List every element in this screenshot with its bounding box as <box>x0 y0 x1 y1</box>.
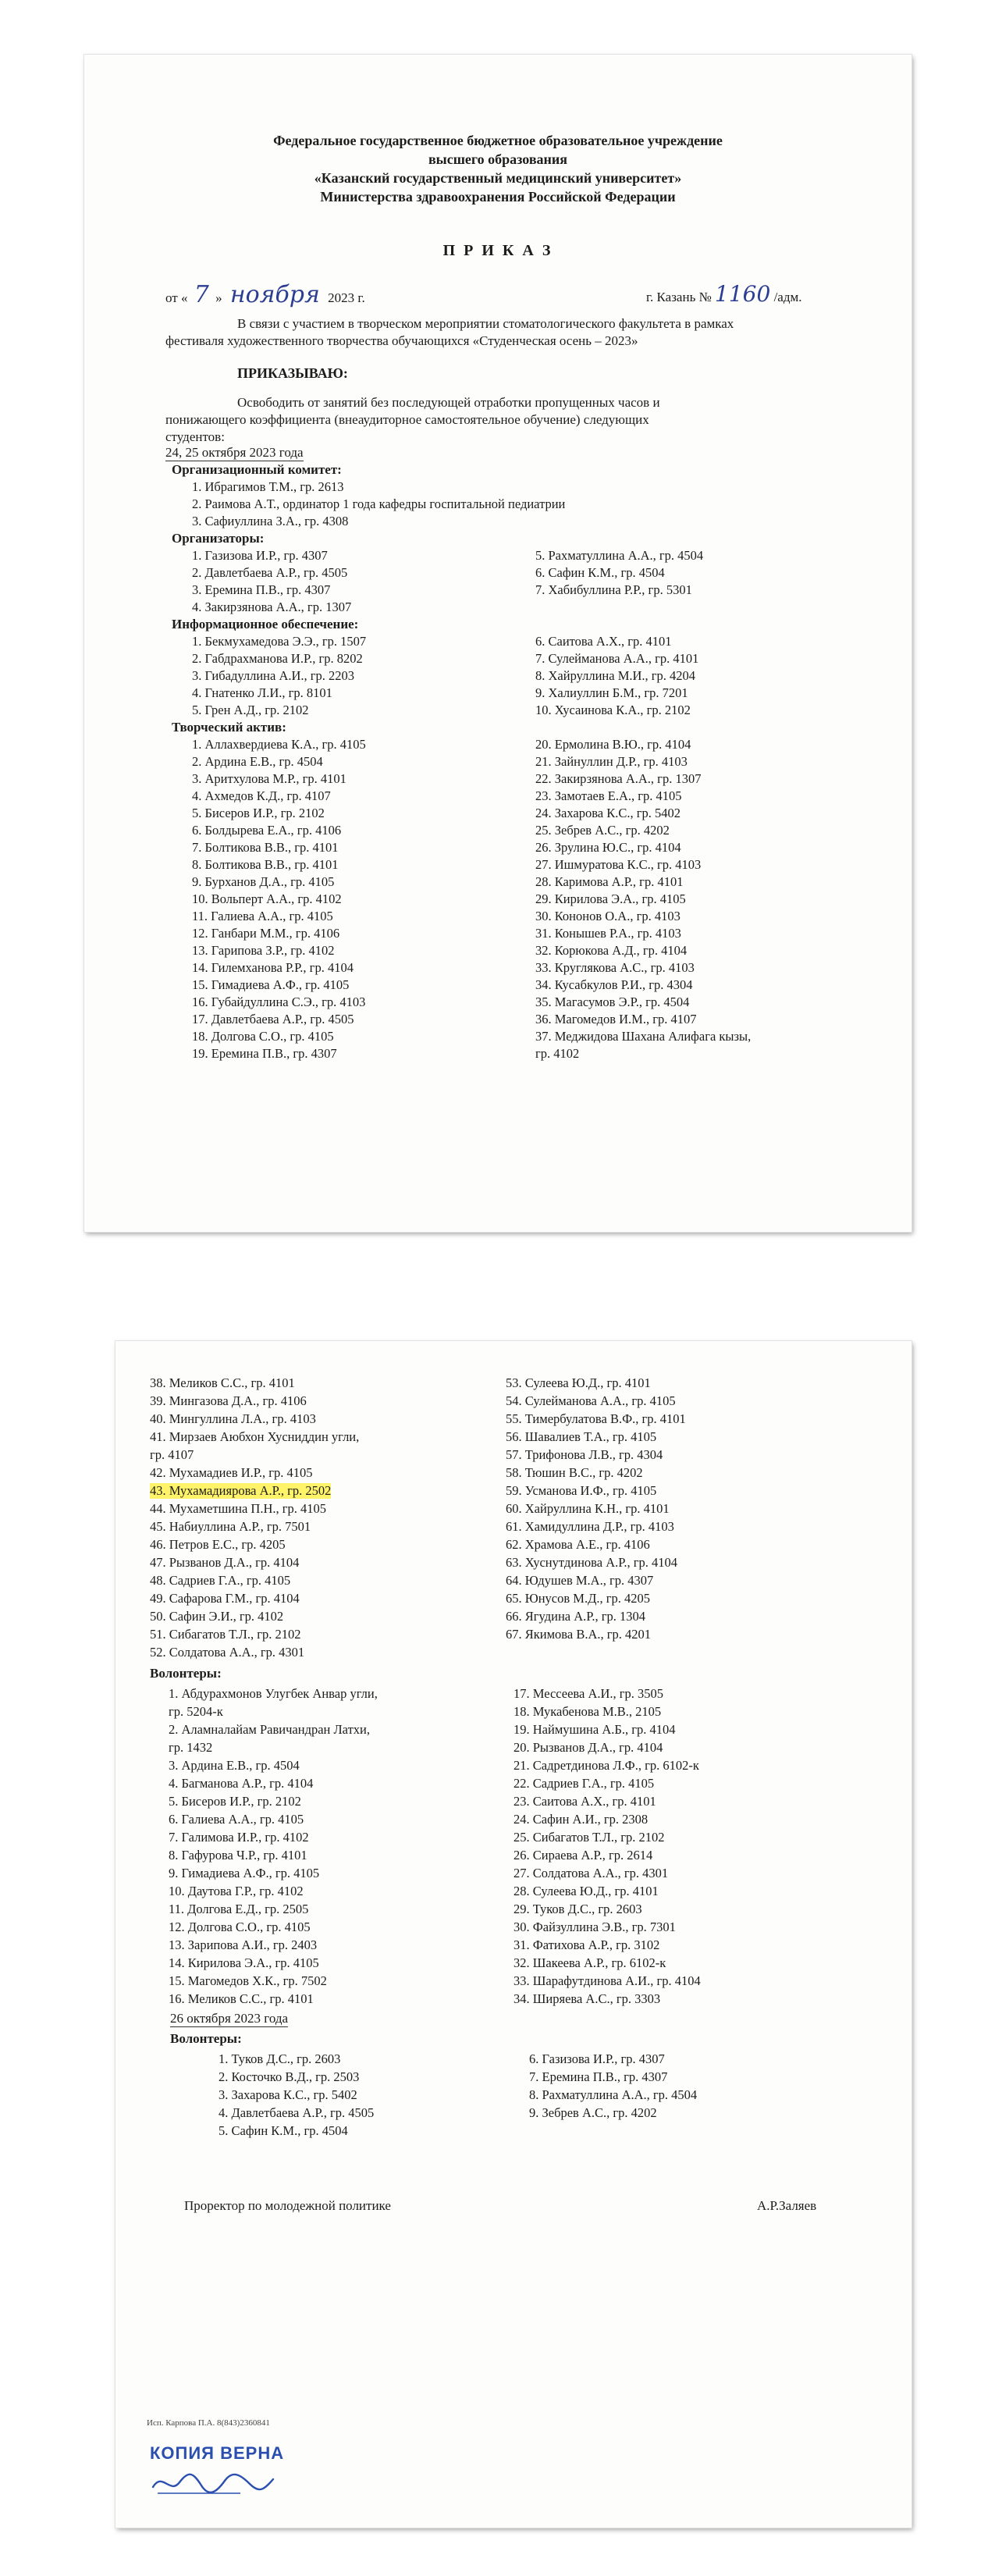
list-item: 52. Солдатова А.А., гр. 4301 <box>150 1645 305 1660</box>
list-item: 34. Кусабкулов Р.И., гр. 4304 <box>535 977 693 992</box>
list-item: 16. Губайдуллина С.Э., гр. 4103 <box>192 994 366 1009</box>
list-item: 46. Петров Е.С., гр. 4205 <box>150 1537 286 1552</box>
list-item: 9. Гимадиева А.Ф., гр. 4105 <box>169 1866 320 1880</box>
list-item: 15. Магомедов Х.К., гр. 7502 <box>169 1973 327 1988</box>
list-item: 21. Садретдинова Л.Ф., гр. 6102-к <box>513 1758 699 1773</box>
list-item: 32. Шакеева А.Р., гр. 6102-к <box>513 1955 666 1970</box>
list-item: 50. Сафин Э.И., гр. 4102 <box>150 1609 284 1624</box>
list-item: 51. Сибагатов Т.Л., гр. 2102 <box>150 1627 301 1642</box>
list-item: 33. Шарафутдинова А.И., гр. 4104 <box>513 1973 701 1988</box>
list-item: 6. Болдырева Е.А., гр. 4106 <box>192 823 342 838</box>
list-item: 28. Сулеева Ю.Д., гр. 4101 <box>513 1884 659 1898</box>
list-item: 13. Зарипова А.И., гр. 2403 <box>169 1937 318 1952</box>
list-item: 30. Кононов О.А., гр. 4103 <box>535 909 681 923</box>
list-item: 65. Юнусов М.Д., гр. 4205 <box>506 1591 650 1606</box>
list-item: 24. Захарова К.С., гр. 5402 <box>535 806 681 820</box>
list-item: 4. Гнатенко Л.И., гр. 8101 <box>192 685 332 700</box>
order-suffix: /адм. <box>773 290 802 304</box>
list-item: 18. Долгова С.О., гр. 4105 <box>192 1029 334 1044</box>
document-page-1 <box>84 55 911 1232</box>
signatory-position: Проректор по молодежной политике <box>184 2198 391 2213</box>
list-item: 10. Даутова Г.Р., гр. 4102 <box>169 1884 304 1898</box>
date-prefix: от « <box>165 290 188 305</box>
list-item: 9. Бурханов Д.А., гр. 4105 <box>192 874 335 889</box>
list-item: 3. Аритхулова М.Р., гр. 4101 <box>192 771 346 786</box>
list-item: 32. Корюкова А.Д., гр. 4104 <box>535 943 688 958</box>
list-item: 4. Ахмедов К.Д., гр. 4107 <box>192 788 331 803</box>
volunteers-title-1: Волонтеры: <box>150 1666 222 1681</box>
list-item: 4. Закирзянова А.А., гр. 1307 <box>192 600 352 614</box>
list-item: 3. Сафиуллина З.А., гр. 4308 <box>192 514 349 528</box>
list-item: гр. 1432 <box>169 1740 213 1755</box>
list-item: 8. Рахматуллина А.А., гр. 4504 <box>529 2087 698 2102</box>
copy-stamp: КОПИЯ ВЕРНА <box>150 2443 285 2463</box>
list-item: 13. Гарипова З.Р., гр. 4102 <box>192 943 335 958</box>
date-day: 7 <box>194 281 209 308</box>
list-item: 1. Газизова И.Р., гр. 4307 <box>192 548 328 563</box>
list-item: 26. Сираева А.Р., гр. 2614 <box>513 1848 653 1863</box>
header-line-1: Федеральное государственное бюджетное образовательное учреждение <box>273 133 723 148</box>
list-item: 15. Гимадиева А.Ф., гр. 4105 <box>192 977 350 992</box>
highlighted-list-item: 43. Мухамадиярова А.Р., гр. 2502 <box>150 1483 332 1498</box>
list-item: 27. Ишмуратова К.С., гр. 4103 <box>535 857 702 872</box>
list-item: 45. Набиуллина А.Р., гр. 7501 <box>150 1519 311 1534</box>
list-item: 11. Галиева А.А., гр. 4105 <box>192 909 333 923</box>
list-item: 18. Мукабенова М.В., 2105 <box>513 1704 662 1719</box>
list-item: гр. 4107 <box>150 1447 194 1462</box>
list-item: 7. Болтикова В.В., гр. 4101 <box>192 840 339 855</box>
list-item: 4. Багманова А.Р., гр. 4104 <box>169 1776 314 1791</box>
list-item: 49. Сафарова Г.М., гр. 4104 <box>150 1591 300 1606</box>
list-item: 21. Зайнуллин Д.Р., гр. 4103 <box>535 754 688 769</box>
list-item: 3. Ардина Е.В., гр. 4504 <box>169 1758 300 1773</box>
list-item: 4. Давлетбаева А.Р., гр. 4505 <box>219 2105 375 2120</box>
list-item: 40. Мингуллина Л.А., гр. 4103 <box>150 1411 316 1426</box>
list-item: 8. Гафурова Ч.Р., гр. 4101 <box>169 1848 307 1863</box>
list-item: 34. Ширяева А.С., гр. 3303 <box>513 1991 661 2006</box>
header-line-3: «Казанский государственный медицинский университет» <box>314 170 682 186</box>
intro-line-2: фестиваля художественного творчества обучающихся «Студенческая осень – 2023» <box>165 333 638 348</box>
body-line-2: понижающего коэффициента (внеаудиторное самостоятельное обучение) следующих <box>165 412 649 427</box>
order-number: 1160 <box>715 281 771 307</box>
signatory-name: А.Р.Заляев <box>757 2198 817 2213</box>
list-item: 3. Гибадуллина А.И., гр. 2203 <box>192 668 355 683</box>
list-item: 1. Аллахвердиева К.А., гр. 4105 <box>192 737 366 752</box>
executor-note: Исп. Карпова П.А. 8(843)2360841 <box>147 2418 270 2428</box>
list-item: 24. Сафин А.И., гр. 2308 <box>513 1812 649 1827</box>
list-item: 20. Рызванов Д.А., гр. 4104 <box>513 1740 663 1755</box>
list-item: 5. Грен А.Д., гр. 2102 <box>192 703 309 717</box>
list-item: 22. Закирзянова А.А., гр. 1307 <box>535 771 702 786</box>
list-item: 38. Меликов С.С., гр. 4101 <box>150 1375 295 1390</box>
list-item: 12. Ганбари М.М., гр. 4106 <box>192 926 340 941</box>
list-item: 62. Храмова А.Е., гр. 4106 <box>506 1537 650 1552</box>
list-item: 66. Ягудина А.Р., гр. 1304 <box>506 1609 646 1624</box>
list-item: 6. Газизова И.Р., гр. 4307 <box>529 2051 665 2066</box>
list-item: 10. Хусаинова К.А., гр. 2102 <box>535 703 691 717</box>
list-item: 67. Якимова В.А., гр. 4201 <box>506 1627 652 1642</box>
list-item: 54. Сулейманова А.А., гр. 4105 <box>506 1393 676 1408</box>
order-word: ПРИКАЗЫВАЮ: <box>237 365 348 381</box>
list-item: 41. Мирзаев Аюбхон Хусниддин угли, <box>150 1429 360 1444</box>
list-item: 2. Ардина Е.В., гр. 4504 <box>192 754 323 769</box>
list-item: 7. Галимова И.Р., гр. 4102 <box>169 1830 309 1845</box>
list-item: 23. Замотаев Е.А., гр. 4105 <box>535 788 682 803</box>
list-item: 1. Ибрагимов Т.М., гр. 2613 <box>192 479 344 494</box>
date-line <box>165 281 365 308</box>
list-item: 2. Аламналайам Равичандран Латхи, <box>169 1722 370 1737</box>
signature-image <box>147 2464 279 2503</box>
list-item: 3. Еремина П.В., гр. 4307 <box>192 582 331 597</box>
list-item: 7. Хабибуллина Р.Р., гр. 5301 <box>535 582 692 597</box>
list-item: 3. Захарова К.С., гр. 5402 <box>219 2087 357 2102</box>
document-page-2 <box>115 1341 911 2528</box>
list-item: 26. Зрулина Ю.С., гр. 4104 <box>535 840 681 855</box>
list-item: 20. Ермолина В.Ю., гр. 4104 <box>535 737 691 752</box>
intro-line-1: В связи с участием в творческом мероприятии стоматологического факультета в рамках <box>237 316 734 331</box>
list-item: 2. Габдрахманова И.Р., гр. 8202 <box>192 651 363 666</box>
list-item: 57. Трифонова Л.В., гр. 4304 <box>506 1447 663 1462</box>
list-item: 30. Файзуллина Э.В., гр. 7301 <box>513 1920 676 1934</box>
list-item: 16. Меликов С.С., гр. 4101 <box>169 1991 314 2006</box>
list-item: 25. Сибагатов Т.Л., гр. 2102 <box>513 1830 665 1845</box>
city-number-line <box>646 281 802 307</box>
list-item: 17. Давлетбаева А.Р., гр. 4505 <box>192 1012 354 1026</box>
list-item: 58. Тюшин В.С., гр. 4202 <box>506 1465 643 1480</box>
list-item: 7. Еремина П.В., гр. 4307 <box>529 2069 668 2084</box>
list-item: 5. Бисеров И.Р., гр. 2102 <box>192 806 325 820</box>
list-item: 36. Магомедов И.М., гр. 4107 <box>535 1012 697 1026</box>
list-item: 1. Туков Д.С., гр. 2603 <box>219 2051 341 2066</box>
list-item: 29. Туков Д.С., гр. 2603 <box>513 1902 642 1916</box>
city-label: г. Казань № <box>646 290 712 304</box>
list-item: 1. Абдурахмонов Улугбек Анвар угли, <box>169 1686 378 1701</box>
list-item: 56. Шавалиев Т.А., гр. 4105 <box>506 1429 657 1444</box>
list-item: 25. Зебрев А.С., гр. 4202 <box>535 823 670 838</box>
list-item: 9. Зебрев А.С., гр. 4202 <box>529 2105 657 2120</box>
list-item: 2. Раимова А.Т., ординатор 1 года кафедры госпитальной педиатрии <box>192 496 566 511</box>
list-item: 35. Магасумов Э.Р., гр. 4504 <box>535 994 690 1009</box>
list-item: гр. 4102 <box>535 1046 580 1061</box>
org-committee-title: Организационный комитет: <box>172 462 342 477</box>
list-item: 48. Садриев Г.А., гр. 4105 <box>150 1573 291 1588</box>
list-item: 6. Галиева А.А., гр. 4105 <box>169 1812 304 1827</box>
list-item: 59. Усманова И.Ф., гр. 4105 <box>506 1483 657 1498</box>
list-item: 7. Сулейманова А.А., гр. 4101 <box>535 651 699 666</box>
list-item: 6. Саитова А.Х., гр. 4101 <box>535 634 672 649</box>
list-item: 29. Кирилова Э.А., гр. 4105 <box>535 891 686 906</box>
list-item: 33. Круглякова А.С., гр. 4103 <box>535 960 695 975</box>
creative-title: Творческий актив: <box>172 720 286 735</box>
list-item: 55. Тимербулатова В.Ф., гр. 4101 <box>506 1411 686 1426</box>
date-heading-2: 26 октября 2023 года <box>170 2011 289 2026</box>
list-item: 60. Хайруллина К.Н., гр. 4101 <box>506 1501 670 1516</box>
date-month: ноября <box>229 281 320 308</box>
header-line-4: Министерства здравоохранения Российской Федерации <box>320 189 676 205</box>
list-item: 1. Бекмухамедова Э.Э., гр. 1507 <box>192 634 367 649</box>
list-item: 27. Солдатова А.А., гр. 4301 <box>513 1866 669 1880</box>
volunteers-title-2: Волонтеры: <box>170 2031 242 2046</box>
list-item: 10. Вольперт А.А., гр. 4102 <box>192 891 342 906</box>
list-item: 23. Саитова А.Х., гр. 4101 <box>513 1794 656 1809</box>
list-item: 19. Еремина П.В., гр. 4307 <box>192 1046 337 1061</box>
date-mid: » <box>215 290 222 305</box>
list-item: 63. Хуснутдинова А.Р., гр. 4104 <box>506 1555 677 1570</box>
list-item: 53. Сулеева Ю.Д., гр. 4101 <box>506 1375 651 1390</box>
body-line-1: Освободить от занятий без последующей отработки пропущенных часов и <box>237 395 660 410</box>
list-item: 28. Каримова А.Р., гр. 4101 <box>535 874 684 889</box>
list-item: 11. Долгова Е.Д., гр. 2505 <box>169 1902 309 1916</box>
list-item: 22. Садриев Г.А., гр. 4105 <box>513 1776 655 1791</box>
header-line-2: высшего образования <box>428 151 568 167</box>
info-title: Информационное обеспечение: <box>172 617 359 632</box>
list-item: 61. Хамидуллина Д.Р., гр. 4103 <box>506 1519 674 1534</box>
list-item: 31. Фатихова А.Р., гр. 3102 <box>513 1937 660 1952</box>
list-item: 31. Конышев Р.А., гр. 4103 <box>535 926 681 941</box>
organizers-title: Организаторы: <box>172 531 265 546</box>
list-item: 47. Рызванов Д.А., гр. 4104 <box>150 1555 300 1570</box>
list-item: 44. Мухаметшина П.Н., гр. 4105 <box>150 1501 327 1516</box>
list-item: 6. Сафин К.М., гр. 4504 <box>535 565 665 580</box>
list-item: 2. Давлетбаева А.Р., гр. 4505 <box>192 565 348 580</box>
list-item: 5. Рахматуллина А.А., гр. 4504 <box>535 548 704 563</box>
list-item: 12. Долгова С.О., гр. 4105 <box>169 1920 311 1934</box>
list-item: 9. Халиуллин Б.М., гр. 7201 <box>535 685 688 700</box>
list-item: 64. Юдушев М.А., гр. 4307 <box>506 1573 654 1588</box>
list-item: 42. Мухамадиев И.Р., гр. 4105 <box>150 1465 313 1480</box>
list-item: гр. 5204-к <box>169 1704 223 1719</box>
list-item: 14. Кирилова Э.А., гр. 4105 <box>169 1955 319 1970</box>
list-item: 2. Косточко В.Д., гр. 2503 <box>219 2069 360 2084</box>
document-title: П Р И К А З <box>442 242 553 259</box>
date-heading-1: 24, 25 октября 2023 года <box>165 445 304 460</box>
list-item: 39. Мингазова Д.А., гр. 4106 <box>150 1393 307 1408</box>
date-year: 2023 г. <box>328 290 365 305</box>
list-item: 37. Меджидова Шахана Алифага кызы, <box>535 1029 752 1044</box>
body-line-3: студентов: <box>165 429 225 444</box>
list-item: 5. Сафин К.М., гр. 4504 <box>219 2123 348 2138</box>
list-item: 14. Гилемханова Р.Р., гр. 4104 <box>192 960 354 975</box>
list-item: 8. Болтикова В.В., гр. 4101 <box>192 857 339 872</box>
list-item: 5. Бисеров И.Р., гр. 2102 <box>169 1794 301 1809</box>
list-item: 19. Наймушина А.Б., гр. 4104 <box>513 1722 676 1737</box>
list-item: 8. Хайруллина М.И., гр. 4204 <box>535 668 696 683</box>
list-item: 17. Мессеева А.И., гр. 3505 <box>513 1686 664 1701</box>
